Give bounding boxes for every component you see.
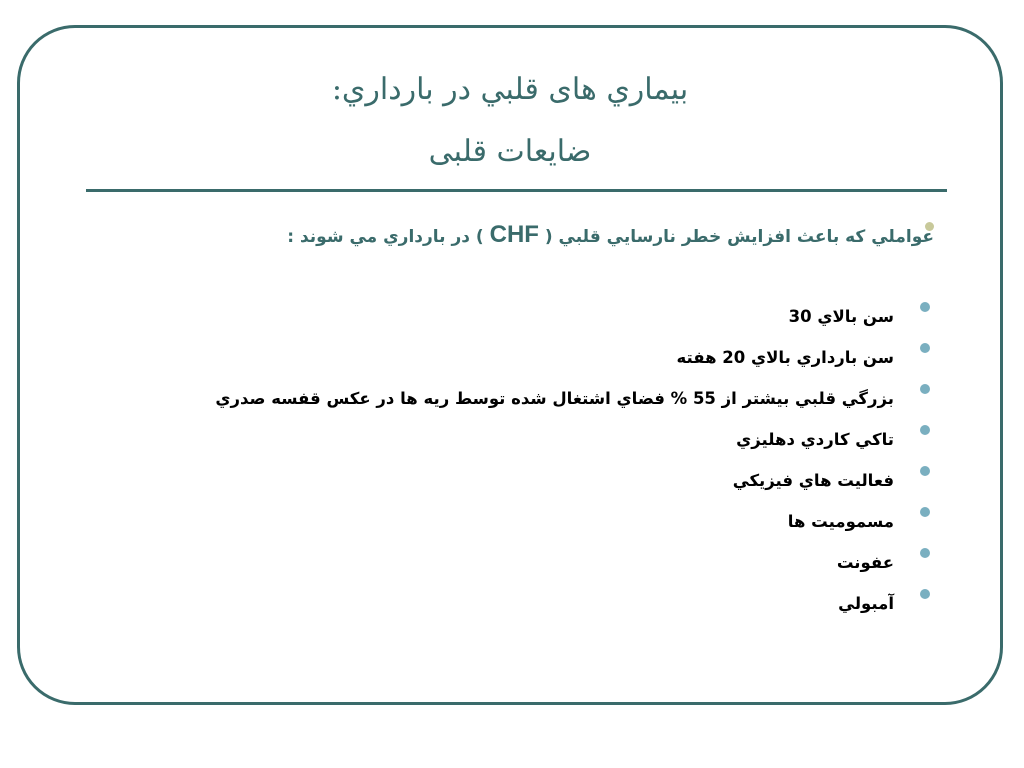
- list-item-text: تاكي كاردي دهليزي: [736, 430, 894, 449]
- list-item: [174, 378, 894, 419]
- list-item: [174, 501, 894, 542]
- list-item-text: فعاليت هاي فيزيكي: [732, 471, 894, 490]
- list-item: [174, 460, 894, 501]
- bullet-icon: [920, 384, 930, 394]
- bullet-icon: [920, 507, 930, 517]
- slide-subtitle: ضايعات قلبی: [428, 134, 592, 169]
- title-divider: [86, 189, 947, 192]
- list-item: [174, 583, 894, 624]
- list-item-text: آمبولي: [838, 594, 894, 613]
- bullet-icon: [920, 302, 930, 312]
- list-item: [174, 337, 894, 378]
- bullet-icon: [920, 425, 930, 435]
- lead-text-before: عواملي كه باعث افزايش خطر نارسايي قلبي (: [544, 227, 934, 247]
- list-item-text: سن بالاي 30: [788, 307, 894, 326]
- lead-text-after: ) در بارداري مي شوند :: [287, 227, 484, 247]
- list-item: [174, 542, 894, 583]
- bullet-icon: [920, 548, 930, 558]
- list-item: [174, 419, 894, 460]
- lead-term: CHF: [489, 221, 539, 248]
- list-item: [174, 296, 894, 337]
- bullet-icon: [920, 589, 930, 599]
- lead-text: [214, 220, 934, 252]
- bullet-icon: [920, 343, 930, 353]
- list-item-text: بزرگي قلبي بيشتر از 55 % فضاي اشتغال شده توسط ريه ها در عكس قفسه صدري: [215, 389, 894, 408]
- list-item-text: عفونت: [836, 553, 894, 572]
- bullet-icon: [920, 466, 930, 476]
- list-item-text: سن بارداري بالاي 20 هفته: [676, 348, 894, 367]
- slide-title: بيماري هاى قلبي در بارداري:: [331, 72, 689, 107]
- list-item-text: مسموميت ها: [787, 512, 894, 531]
- risk-factor-list: [174, 296, 894, 624]
